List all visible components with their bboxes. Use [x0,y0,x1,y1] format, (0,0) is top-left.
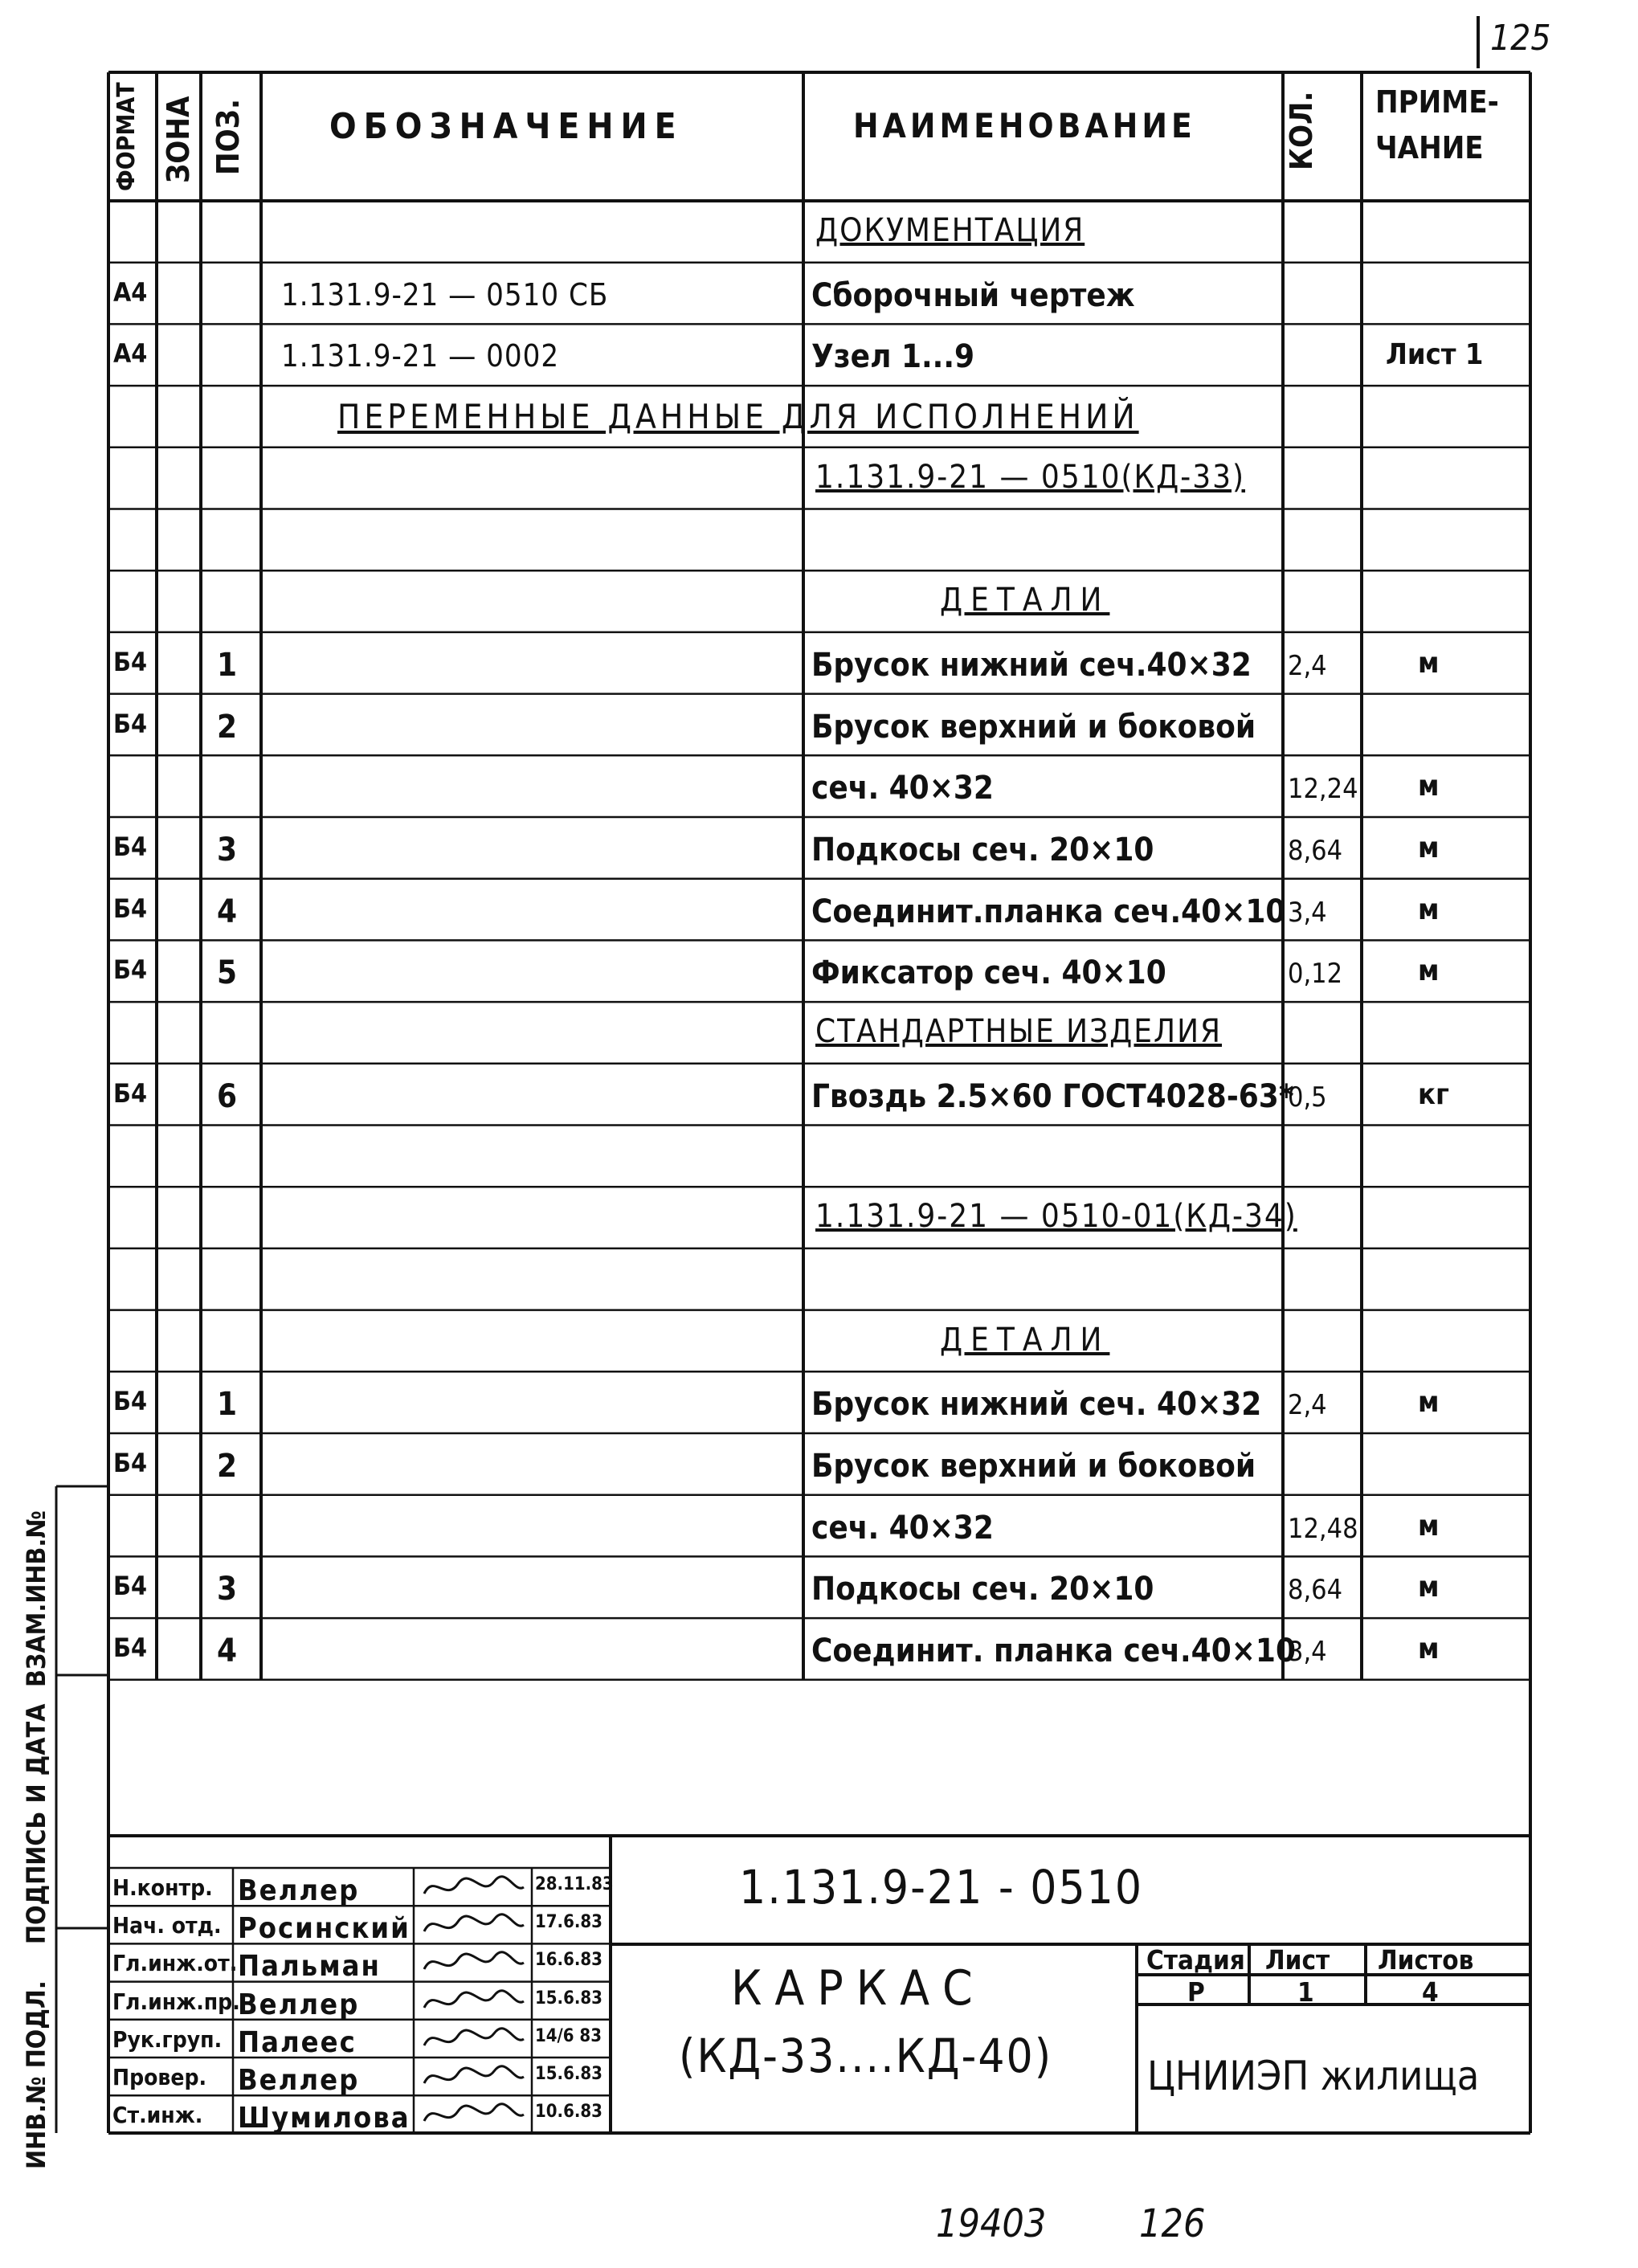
row-note: м [1418,893,1440,926]
doc-title-line2: (КД-33....КД-40) [679,2029,1053,2083]
signer-role: Гл.инж.от. [112,1950,238,1977]
row-qty: 0,5 [1288,1081,1327,1114]
signer-date: 28.11.83 [535,1874,614,1894]
row-name: Соединит. планка сеч.40×10 [811,1633,1296,1670]
row-designation: 1.131.9-21 — 0510 СБ [281,276,609,313]
row-name: Брусок нижний сеч.40×32 [811,646,1252,684]
row-note: м [1418,1386,1440,1420]
row-note: кг [1418,1077,1449,1111]
row-name: Соединит.планка сеч.40×10 [811,893,1286,930]
row-format: Б4 [113,1571,147,1602]
row-pos: 4 [217,1633,238,1670]
row-qty: 8,64 [1288,835,1343,867]
row-qty: 2,4 [1288,1389,1327,1422]
signer-name: Пальман [238,1950,381,1984]
row-format: Б4 [113,646,147,677]
header-zone: ЗОНА [161,96,196,183]
row-pos: 4 [217,893,238,930]
row-note: м [1418,770,1440,803]
header-format: ФОРМАТ [112,82,141,191]
signer-date: 16.6.83 [535,1950,603,1971]
row-name: Сборочный чертеж [811,276,1135,314]
row-pos: 3 [217,832,238,868]
signer-name: Шумилова [238,2102,411,2135]
row-heading: ДЕТАЛИ [940,1321,1110,1359]
signer-name: Росинский [238,1912,411,1946]
row-name: Брусок верхний и боковой [811,708,1256,746]
signature-scribble [418,1945,530,1980]
signer-role: Гл.инж.пр. [112,1988,240,2015]
signer-date: 17.6.83 [535,1912,603,1933]
row-designation: 1.131.9-21 — 0002 [281,338,560,374]
row-name: Подкосы сеч. 20×10 [811,1571,1154,1608]
row-note: м [1418,954,1440,988]
row-pos: 2 [217,708,238,746]
header-pos: ПОЗ. [210,99,246,175]
row-note: м [1418,832,1440,864]
signature-scribble [418,2021,530,2057]
row-format: А4 [113,338,148,370]
sheet-value: 1 [1297,1976,1314,2008]
row-name: Гвоздь 2.5×60 ГОСТ4028-63* [811,1077,1294,1115]
row-note: м [1418,1509,1440,1543]
row-heading: СТАНДАРТНЫЕ ИЗДЕЛИЯ [815,1013,1223,1051]
row-pos: 6 [217,1077,238,1115]
row-note: м [1418,1633,1440,1666]
header-name: НАИМЕНОВАНИЕ [853,106,1196,145]
signer-name: Палеес [238,2025,357,2059]
signer-date: 15.6.83 [535,2064,603,2084]
row-qty: 0,12 [1288,958,1343,991]
side-stamp-inv-podl: ИНВ.№ ПОДЛ. [21,1980,51,2169]
row-heading: 1.131.9-21 — 0510(КД-33) [815,458,1246,496]
row-note: м [1418,1571,1440,1604]
signer-name: Веллер [238,2064,360,2097]
stage-label: Стадия [1146,1944,1245,1976]
footer-number: 19403 [936,2201,1047,2246]
signature-scribble [418,1984,530,2019]
row-qty: 12,24 [1288,773,1358,806]
sheets-value: 4 [1422,1976,1439,2008]
signer-role: Нач. отд. [112,1912,222,1939]
signature-scribble [418,1870,530,1905]
signer-date: 15.6.83 [535,1988,603,2009]
row-name: Подкосы сеч. 20×10 [811,832,1154,868]
signer-date: 14/6 83 [535,2025,602,2046]
sheets-label: Листов [1378,1944,1474,1976]
page-number: 125 [1490,18,1551,59]
row-format: Б4 [113,708,147,739]
row-format: Б4 [113,1077,147,1109]
row-note: м [1418,646,1440,680]
row-format: Б4 [113,1386,147,1417]
row-name: Брусок верхний и боковой [811,1448,1256,1485]
row-pos: 2 [217,1448,238,1485]
signer-role: Рук.груп. [112,2025,223,2053]
row-qty: 12,48 [1288,1512,1358,1545]
signer-role: Провер. [112,2064,207,2090]
signer-date: 10.6.83 [535,2102,603,2123]
row-name: Узел 1...9 [811,338,975,376]
signer-role: Н.контр. [112,1874,213,1901]
signature-scribble [418,2059,530,2094]
header-qty: КОЛ. [1284,91,1319,170]
page-number-divider [1477,16,1480,68]
organization: ЦНИИЭП жилища [1147,2053,1480,2099]
row-format: А4 [113,276,148,308]
signature-scribble [418,2097,530,2132]
signer-role: Ст.инж. [112,2102,203,2129]
sheet-label: Лист [1265,1944,1330,1976]
row-qty: 8,64 [1288,1574,1343,1607]
row-name: сеч. 40×32 [811,770,994,807]
header-note-line1: ПРИМЕ- [1375,84,1499,120]
row-format: Б4 [113,1448,147,1478]
row-qty: 3,4 [1288,896,1327,929]
signature-scribble [418,1907,530,1943]
row-format: Б4 [113,954,147,986]
row-pos: 5 [217,954,238,992]
row-heading: 1.131.9-21 — 0510-01(КД-34) [815,1198,1297,1236]
side-stamp-vzam-inv: ВЗАМ.ИНВ.№ [21,1510,51,1687]
footer-page: 126 [1139,2201,1206,2246]
side-stamp-podpis-data: ПОДПИСЬ И ДАТА [21,1703,51,1944]
stage-value: Р [1187,1976,1205,2008]
signer-name: Веллер [238,1988,360,2021]
row-heading: ДЕТАЛИ [940,582,1110,619]
row-span-heading: ПЕРЕМЕННЫЕ ДАННЫЕ ДЛЯ ИСПОЛНЕНИЙ [337,397,1139,437]
doc-title-line1: КАРКАС [731,1960,986,2017]
row-name: сеч. 40×32 [811,1509,994,1547]
row-qty: 2,4 [1288,649,1327,682]
header-designation: ОБОЗНАЧЕНИЕ [329,106,684,147]
header-note-line2: ЧАНИЕ [1375,130,1484,166]
doc-code: 1.131.9-21 - 0510 [739,1860,1144,1915]
row-name: Фиксатор сеч. 40×10 [811,954,1166,992]
signer-name: Веллер [238,1874,360,1907]
row-note: Лист 1 [1386,338,1484,372]
row-format: Б4 [113,893,147,924]
row-format: Б4 [113,832,147,862]
row-qty: 3,4 [1288,1636,1327,1669]
row-pos: 3 [217,1571,238,1608]
row-pos: 1 [217,1386,238,1424]
row-heading: ДОКУМЕНТАЦИЯ [815,212,1085,249]
row-name: Брусок нижний сеч. 40×32 [811,1386,1262,1424]
row-pos: 1 [217,646,238,684]
row-format: Б4 [113,1633,147,1664]
